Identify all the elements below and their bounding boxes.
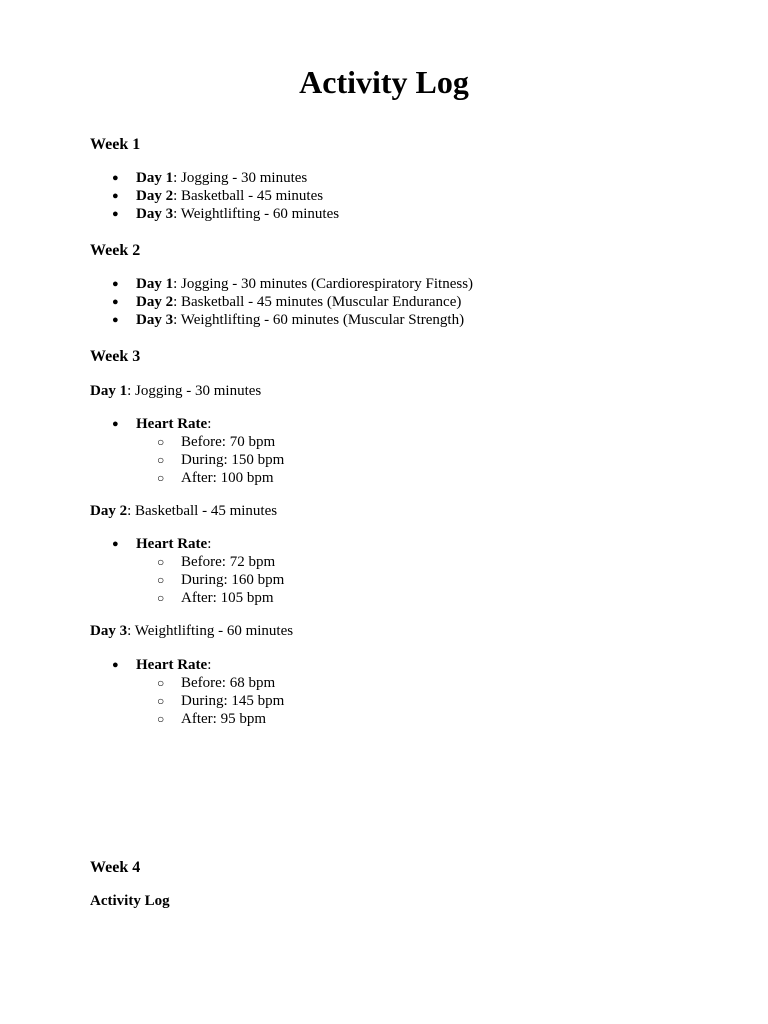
- week-3-day-2: [90, 502, 277, 520]
- activity-text: : Jogging - 30 minutes (Cardiorespiratory Fitness): [173, 276, 474, 292]
- list-item: [0, 169, 339, 187]
- day-label: Day 3: [136, 206, 174, 222]
- list-item: [0, 293, 473, 311]
- page-title: Activity Log: [299, 64, 469, 100]
- day-label: Day 1: [90, 383, 128, 399]
- reading-after: ○ After: 105 bpm: [0, 589, 768, 607]
- day-label: Day 2: [136, 294, 174, 310]
- week-2-heading: Week 2: [90, 242, 141, 259]
- heart-rate-readings: [0, 553, 768, 607]
- heart-rate-block: [0, 415, 768, 487]
- week-1-heading: Week 1: [90, 136, 141, 153]
- day-label: Day 3: [136, 312, 174, 328]
- activity-text: : Weightlifting - 60 minutes: [173, 206, 340, 222]
- day-label: Day 2: [90, 503, 128, 519]
- activity-text: : Weightlifting - 60 minutes: [127, 623, 294, 639]
- activity-text: : Jogging - 30 minutes: [173, 170, 308, 186]
- week-3-day-3: [90, 622, 293, 640]
- activity-text: : Weightlifting - 60 minutes (Muscular Strength): [173, 312, 465, 328]
- reading-after: ○ After: 95 bpm: [0, 710, 768, 728]
- week-3-heading: Week 3: [90, 348, 141, 365]
- reading-after: ○ After: 100 bpm: [0, 469, 768, 487]
- week-2-list: [0, 275, 473, 329]
- heart-rate-label: ● Heart Rate:: [0, 535, 768, 553]
- week-4-subheading: Activity Log: [90, 893, 170, 909]
- reading-before: ○ Before: 72 bpm: [0, 553, 768, 571]
- heart-rate-label: ● Heart Rate:: [0, 415, 768, 433]
- list-item: [0, 311, 473, 329]
- list-item: [0, 205, 339, 223]
- list-item: [0, 187, 339, 205]
- week-4-heading: Week 4: [90, 859, 141, 876]
- day-label: Day 3: [90, 623, 128, 639]
- heart-rate-readings: [0, 674, 768, 728]
- activity-text: : Basketball - 45 minutes (Muscular Endurance): [173, 294, 462, 310]
- activity-text: : Basketball - 45 minutes: [127, 503, 278, 519]
- list-item: [0, 275, 473, 293]
- heart-rate-block: [0, 535, 768, 607]
- day-label: Day 2: [136, 188, 174, 204]
- heart-rate-label: ● Heart Rate:: [0, 656, 768, 674]
- reading-before: ○ Before: 70 bpm: [0, 433, 768, 451]
- heart-rate-readings: [0, 433, 768, 487]
- heart-rate-block: [0, 656, 768, 728]
- day-label: Day 1: [136, 276, 174, 292]
- reading-before: ○ Before: 68 bpm: [0, 674, 768, 692]
- reading-during: ○ During: 160 bpm: [0, 571, 768, 589]
- week-1-list: [0, 169, 339, 223]
- reading-during: ○ During: 145 bpm: [0, 692, 768, 710]
- week-3-day-1: [90, 382, 261, 400]
- activity-text: : Basketball - 45 minutes: [173, 188, 324, 204]
- activity-text: : Jogging - 30 minutes: [127, 383, 262, 399]
- reading-during: ○ During: 150 bpm: [0, 451, 768, 469]
- day-label: Day 1: [136, 170, 174, 186]
